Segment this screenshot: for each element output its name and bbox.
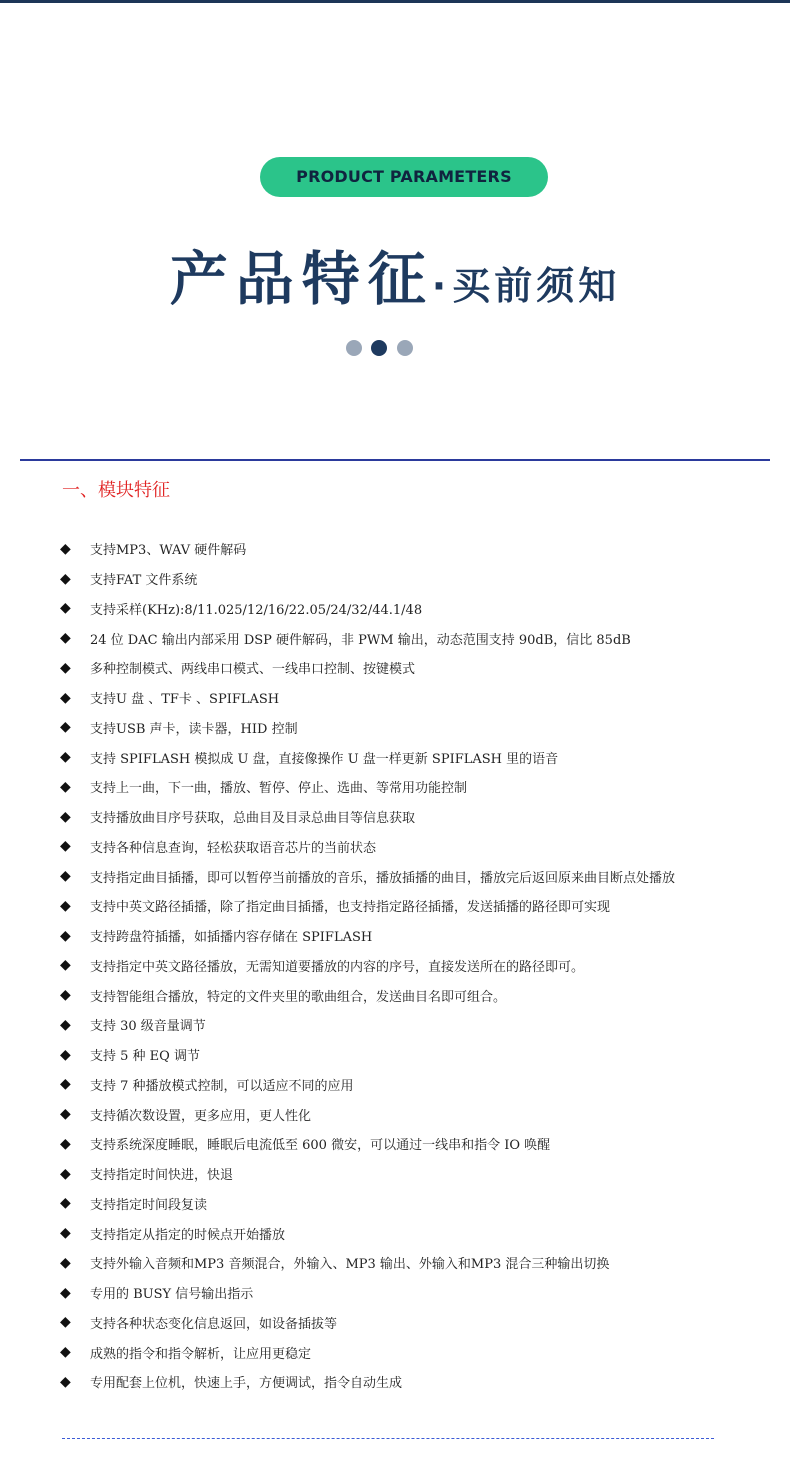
diamond-bullet-icon: ◆: [60, 957, 71, 974]
diamond-bullet-icon: ◆: [60, 1225, 71, 1242]
feature-item: [60, 1010, 760, 1040]
feature-item: [60, 891, 760, 921]
feature-text: 支持中英文路径插播，除了指定曲目插播，也支持指定路径插播，发送插播的路径即可实现: [90, 900, 611, 916]
feature-text: 支持MP3、WAV 硬件解码: [90, 543, 247, 559]
feature-item: [60, 534, 760, 564]
diamond-bullet-icon: ◆: [60, 630, 71, 647]
feature-text: 支持各种状态变化信息返回，如设备插拔等: [90, 1316, 338, 1332]
feature-text: 支持系统深度睡眠，睡眠后电流低至 600 微安，可以通过一线串和指令 IO 唤醒: [90, 1138, 551, 1154]
feature-text: 成熟的指令和指令解析，让应用更稳定: [90, 1346, 312, 1362]
diamond-bullet-icon: ◆: [60, 1135, 71, 1152]
feature-item: [60, 921, 760, 951]
diamond-bullet-icon: ◆: [60, 1344, 71, 1361]
dot-inactive: [346, 340, 362, 356]
feature-text: 支持 5 种 EQ 调节: [90, 1049, 200, 1065]
feature-item: [60, 1218, 760, 1248]
feature-item: [60, 623, 760, 653]
feature-text: 支持指定时间段复读: [90, 1197, 208, 1213]
feature-text: 支持指定曲目插播，即可以暂停当前播放的音乐，播放插播的曲目，播放完后返回原来曲目断点处播放: [90, 870, 676, 886]
feature-text: 支持指定中英文路径播放，无需知道要播放的内容的序号，直接发送所在的路径即可。: [90, 959, 585, 975]
dot-inactive: [397, 340, 413, 356]
diamond-bullet-icon: ◆: [60, 778, 71, 795]
feature-item: [60, 713, 760, 743]
feature-text: 支持上一曲，下一曲，播放、暂停、停止、选曲、等常用功能控制: [90, 781, 468, 797]
diamond-bullet-icon: ◆: [60, 1284, 71, 1301]
diamond-bullet-icon: ◆: [60, 689, 71, 706]
section-title: 一、模块特征: [62, 480, 170, 501]
diamond-bullet-icon: ◆: [60, 1254, 71, 1271]
feature-text: 多种控制模式、两线串口模式、一线串口控制、按键模式: [90, 662, 416, 678]
diamond-bullet-icon: ◆: [60, 987, 71, 1004]
section-divider: [20, 459, 770, 461]
diamond-bullet-icon: ◆: [60, 570, 71, 587]
feature-item: [60, 594, 760, 624]
diamond-bullet-icon: ◆: [60, 927, 71, 944]
feature-item: [60, 742, 760, 772]
feature-item: [60, 1248, 760, 1278]
feature-item: [60, 1040, 760, 1070]
feature-text: 支持 30 级音量调节: [90, 1019, 206, 1035]
feature-item: [60, 980, 760, 1010]
diamond-bullet-icon: ◆: [60, 1046, 71, 1063]
product-parameters-badge: PRODUCT PARAMETERS: [260, 157, 548, 197]
feature-list: [60, 534, 760, 1397]
diamond-bullet-icon: ◆: [60, 1016, 71, 1033]
feature-item: [60, 772, 760, 802]
diamond-bullet-icon: ◆: [60, 1106, 71, 1123]
diamond-bullet-icon: ◆: [60, 868, 71, 885]
feature-item: [60, 1159, 760, 1189]
diamond-bullet-icon: ◆: [60, 838, 71, 855]
feature-text: 支持跨盘符插播，如插播内容存储在 SPIFLASH: [90, 930, 373, 946]
feature-text: 24 位 DAC 输出内部采用 DSP 硬件解码，非 PWM 输出，动态范围支持 90dB，信比 85dB: [90, 632, 631, 648]
feature-item: [60, 1367, 760, 1397]
diamond-bullet-icon: ◆: [60, 1195, 71, 1212]
diamond-bullet-icon: ◆: [60, 1314, 71, 1331]
feature-item: [60, 802, 760, 832]
feature-text: 支持 SPIFLASH 模拟成 U 盘，直接像操作 U 盘一样更新 SPIFLASH 里的语音: [90, 751, 559, 767]
diamond-bullet-icon: ◆: [60, 659, 71, 676]
feature-item: [60, 1099, 760, 1129]
diamond-bullet-icon: ◆: [60, 719, 71, 736]
title-sub: 买前须知: [452, 264, 621, 308]
diamond-bullet-icon: ◆: [60, 540, 71, 557]
title-separator: ·: [431, 264, 447, 308]
feature-text: 专用配套上位机，快速上手，方便调试，指令自动生成: [90, 1376, 403, 1392]
feature-item: [60, 832, 760, 862]
dot-active: [371, 340, 387, 356]
feature-text: 支持循次数设置，更多应用，更人性化: [90, 1108, 312, 1124]
feature-text: 支持指定时间快进，快退: [90, 1168, 234, 1184]
title-main: 产品特征: [169, 245, 434, 313]
feature-item: [60, 1129, 760, 1159]
feature-item: [60, 653, 760, 683]
feature-text: 支持外输入音频和MP3 音频混合，外输入、MP3 输出、外输入和MP3 混合三种输出切换: [90, 1257, 610, 1273]
diamond-bullet-icon: ◆: [60, 1076, 71, 1093]
feature-text: 支持 7 种播放模式控制，可以适应不同的应用: [90, 1078, 354, 1094]
feature-item: [60, 1070, 760, 1100]
top-border: [0, 0, 790, 3]
feature-item: [60, 1308, 760, 1338]
feature-item: [60, 683, 760, 713]
feature-text: 支持各种信息查询，轻松获取语音芯片的当前状态: [90, 840, 377, 856]
feature-text: 支持播放曲目序号获取，总曲目及目录总曲目等信息获取: [90, 811, 416, 827]
diamond-bullet-icon: ◆: [60, 600, 71, 617]
feature-item: [60, 1278, 760, 1308]
feature-item: [60, 1189, 760, 1219]
feature-text: 专用的 BUSY 信号输出指示: [90, 1287, 254, 1303]
feature-text: 支持采样(KHz):8/11.025/12/16/22.05/24/32/44.1/48: [90, 602, 423, 618]
diamond-bullet-icon: ◆: [60, 1373, 71, 1390]
diamond-bullet-icon: ◆: [60, 808, 71, 825]
feature-item: [60, 1337, 760, 1367]
feature-text: 支持智能组合播放，特定的文件夹里的歌曲组合，发送曲目名即可组合。: [90, 989, 507, 1005]
feature-text: 支持U 盘 、TF卡 、SPIFLASH: [90, 692, 280, 708]
diamond-bullet-icon: ◆: [60, 1165, 71, 1182]
feature-item: [60, 951, 760, 981]
pagination-dots: [346, 340, 416, 356]
diamond-bullet-icon: ◆: [60, 897, 71, 914]
feature-text: 支持指定从指定的时候点开始播放: [90, 1227, 286, 1243]
feature-text: 支持FAT 文件系统: [90, 573, 198, 589]
feature-item: [60, 861, 760, 891]
feature-item: [60, 564, 760, 594]
diamond-bullet-icon: ◆: [60, 749, 71, 766]
bottom-rule: [62, 1438, 714, 1439]
feature-text: 支持USB 声卡，读卡器，HID 控制: [90, 721, 298, 737]
page-title: [0, 232, 790, 316]
